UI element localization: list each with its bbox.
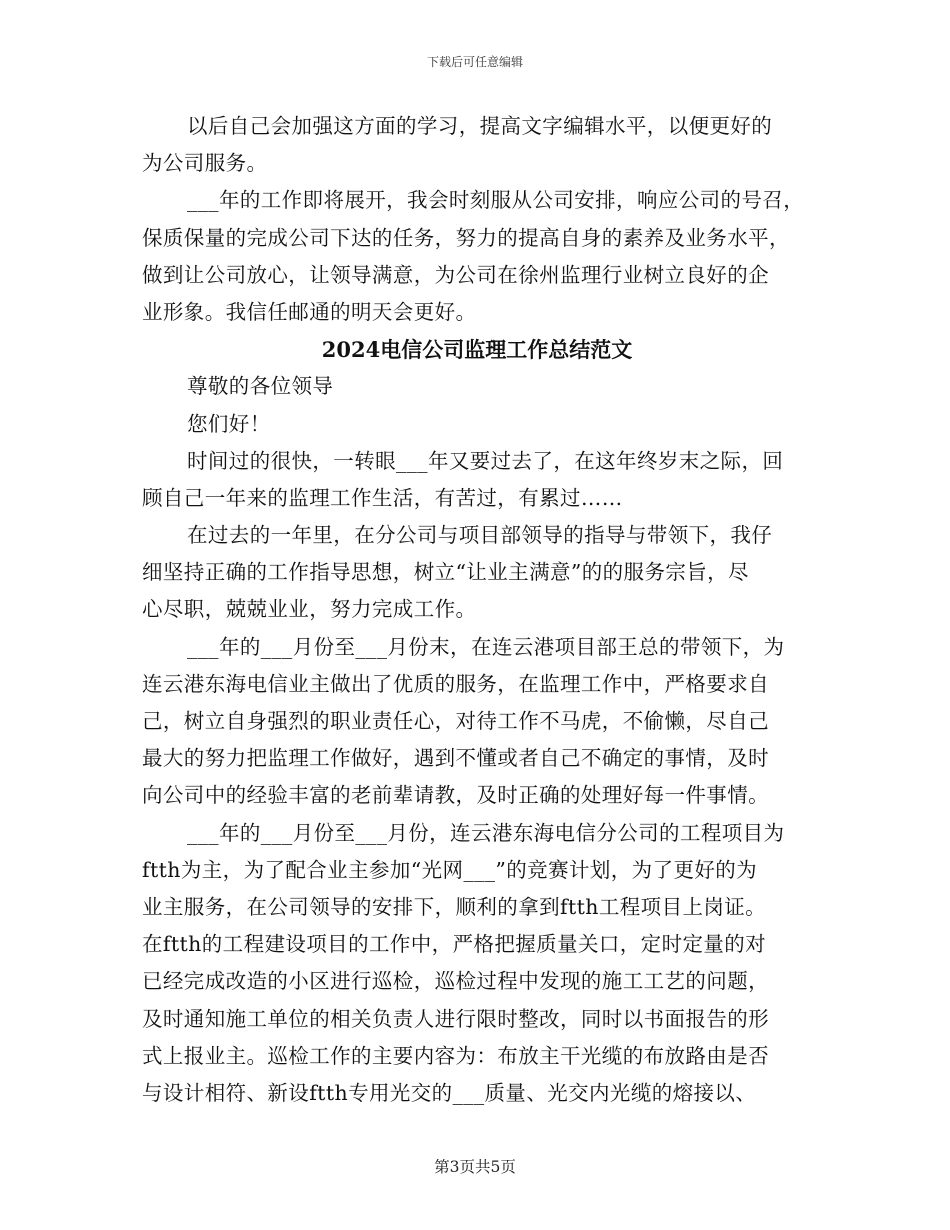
text-line: 时间过的很快，一转眼___年又要过去了，在这年终岁末之际，回 [187, 448, 784, 473]
text-line: 保质保量的完成公司下达的任务，努力的提高自身的素养及业务水平， [142, 225, 790, 250]
text-line: 及时通知施工单位的相关负责人进行限时整改，同时以书面报告的形 [142, 1006, 769, 1031]
text-line: 做到让公司放心，让领导满意，为公司在徐州监理行业树立良好的企 [142, 262, 769, 287]
main-paragraphs [142, 368, 822, 1112]
text-line: 顾自己一年来的监理工作生活，有苦过，有累过…… [142, 485, 623, 510]
text-line: 业形象。我信任邮通的明天会更好。 [142, 299, 477, 324]
text-line: ___年的工作即将展开，我会时刻服从公司安排，响应公司的号召， [187, 188, 805, 213]
text-line: 与设计相符、新设ftth专用光交的___质量、光交内光缆的熔接以、 [142, 1080, 757, 1105]
text-line: 式上报业主。巡检工作的主要内容为：布放主干光缆的布放路由是否 [142, 1043, 769, 1068]
text-line: 己，树立自身强烈的职业责任心，对待工作不马虎，不偷懒，尽自己 [142, 709, 769, 733]
text-line: 最大的努力把监理工作做好，遇到不懂或者自己不确定的事情，及时 [142, 746, 769, 771]
text-line: 已经完成改造的小区进行巡检，巡检过程中发现的施工工艺的问题， [142, 969, 769, 994]
page-footer: 第3页共5页 [434, 1158, 516, 1176]
text-line: ___年的___月份至___月份末，在连云港项目部王总的带领下，为 [187, 634, 785, 659]
intro-paragraphs [142, 108, 822, 331]
text-line: 细坚持正确的工作指导思想，树立“让业主满意”的的服务宗旨，尽 [142, 560, 749, 585]
text-line: 您们好！ [187, 411, 271, 436]
text-line: 连云港东海电信业主做出了优质的服务，在监理工作中，严格要求自 [142, 671, 769, 696]
text-line: 业主服务，在公司领导的安排下，顺利的拿到ftth工程项目上岗证。 [142, 894, 767, 919]
text-line: 在过去的一年里，在分公司与项目部领导的指导与带领下，我仔 [187, 523, 773, 548]
text-line: 尊敬的各位领导 [187, 374, 334, 399]
text-line: 在ftth的工程建设项目的工作中，严格把握质量关口，定时定量的对 [142, 932, 767, 957]
text-line: ftth为主，为了配合业主参加“光网___”的竞赛计划，为了更好的为 [142, 857, 758, 882]
text-line: 心尽职，兢兢业业，努力完成工作。 [142, 597, 477, 622]
text-line: 向公司中的经验丰富的老前辈请教，及时正确的处理好每一件事情。 [142, 783, 769, 808]
text-line: 为公司服务。 [142, 151, 268, 176]
text-line: 以后自己会加强这方面的学习，提高文字编辑水平，以便更好的 [187, 114, 773, 138]
document-title: 2024电信公司监理工作总结范文 [321, 337, 633, 363]
document-body [142, 108, 822, 1112]
text-line: ___年的___月份至___月份，连云港东海电信分公司的工程项目为 [187, 820, 785, 845]
page-header: 下载后可任意编辑 [426, 55, 523, 69]
